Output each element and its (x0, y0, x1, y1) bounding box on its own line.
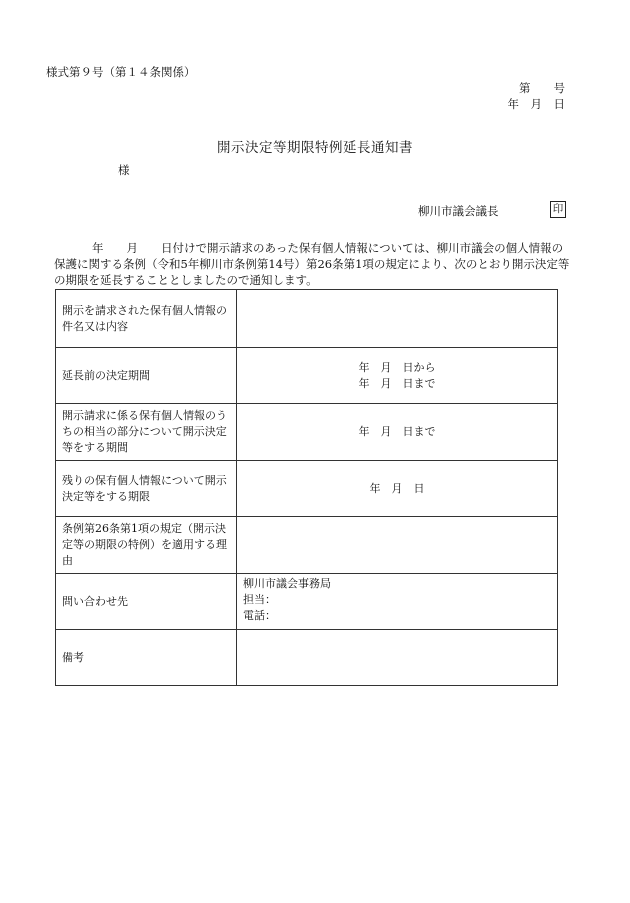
row-value-remaining-deadline (237, 461, 558, 517)
notice-body-text: 年 月 日付けで開示請求のあった保有個人情報については、柳川市議会の個人情報の保護に関する条例（令和5年柳川市条例第14号）第26条第1項の規定により、次のとおり開示決定等の期限を延長することとしましたので通知します。 (54, 241, 570, 287)
addressee-honorific: 様 (118, 163, 130, 177)
value-line: 年 月 日 (369, 481, 425, 495)
contact-person: 担当： (243, 593, 276, 606)
row-label: 開示請求に係る保有個人情報のうちの相当の部分について開示決定等をする期間 (56, 404, 237, 461)
row-label: 条例第26条第1項の規定（開示決定等の期限の特例）を適用する理由 (56, 517, 237, 574)
notice-body-paragraph (54, 240, 574, 288)
table-row (56, 461, 558, 517)
seal-stamp-box: 印 (550, 201, 566, 218)
row-label: 延長前の決定期間 (56, 348, 237, 404)
page-title: 開示決定等期限特例延長通知書 (217, 140, 413, 156)
table-row (56, 574, 558, 630)
table-row (56, 290, 558, 348)
row-label: 問い合わせ先 (56, 574, 237, 630)
contact-office: 柳川市議会事務局 (243, 577, 331, 590)
row-value-remarks (237, 630, 558, 686)
value-line: 年 月 日から (358, 360, 436, 374)
form-number-label: 様式第９号（第１４条関係） (46, 65, 196, 79)
value-line: 年 月 日まで (358, 376, 436, 390)
row-value-subject (237, 290, 558, 348)
document-number-block (508, 80, 566, 112)
contact-phone: 電話： (243, 609, 276, 622)
table-row (56, 517, 558, 574)
document-date: 年 月 日 (507, 97, 565, 111)
row-label: 備考 (56, 630, 237, 686)
table-row (56, 630, 558, 686)
row-value-partial-period (237, 404, 558, 461)
row-value-reason (237, 517, 558, 574)
row-value-period-before (237, 348, 558, 404)
value-line: 年 月 日まで (358, 425, 436, 438)
row-label: 開示を請求された保有個人情報の件名又は内容 (56, 290, 237, 348)
row-value-contact (237, 574, 558, 630)
document-number: 第 号 (519, 81, 565, 95)
row-label: 残りの保有個人情報について開示決定等をする期限 (56, 461, 237, 517)
table-row (56, 404, 558, 461)
table-row (56, 348, 558, 404)
sender-name: 柳川市議会議長 (418, 204, 499, 218)
notice-detail-table (55, 289, 558, 686)
